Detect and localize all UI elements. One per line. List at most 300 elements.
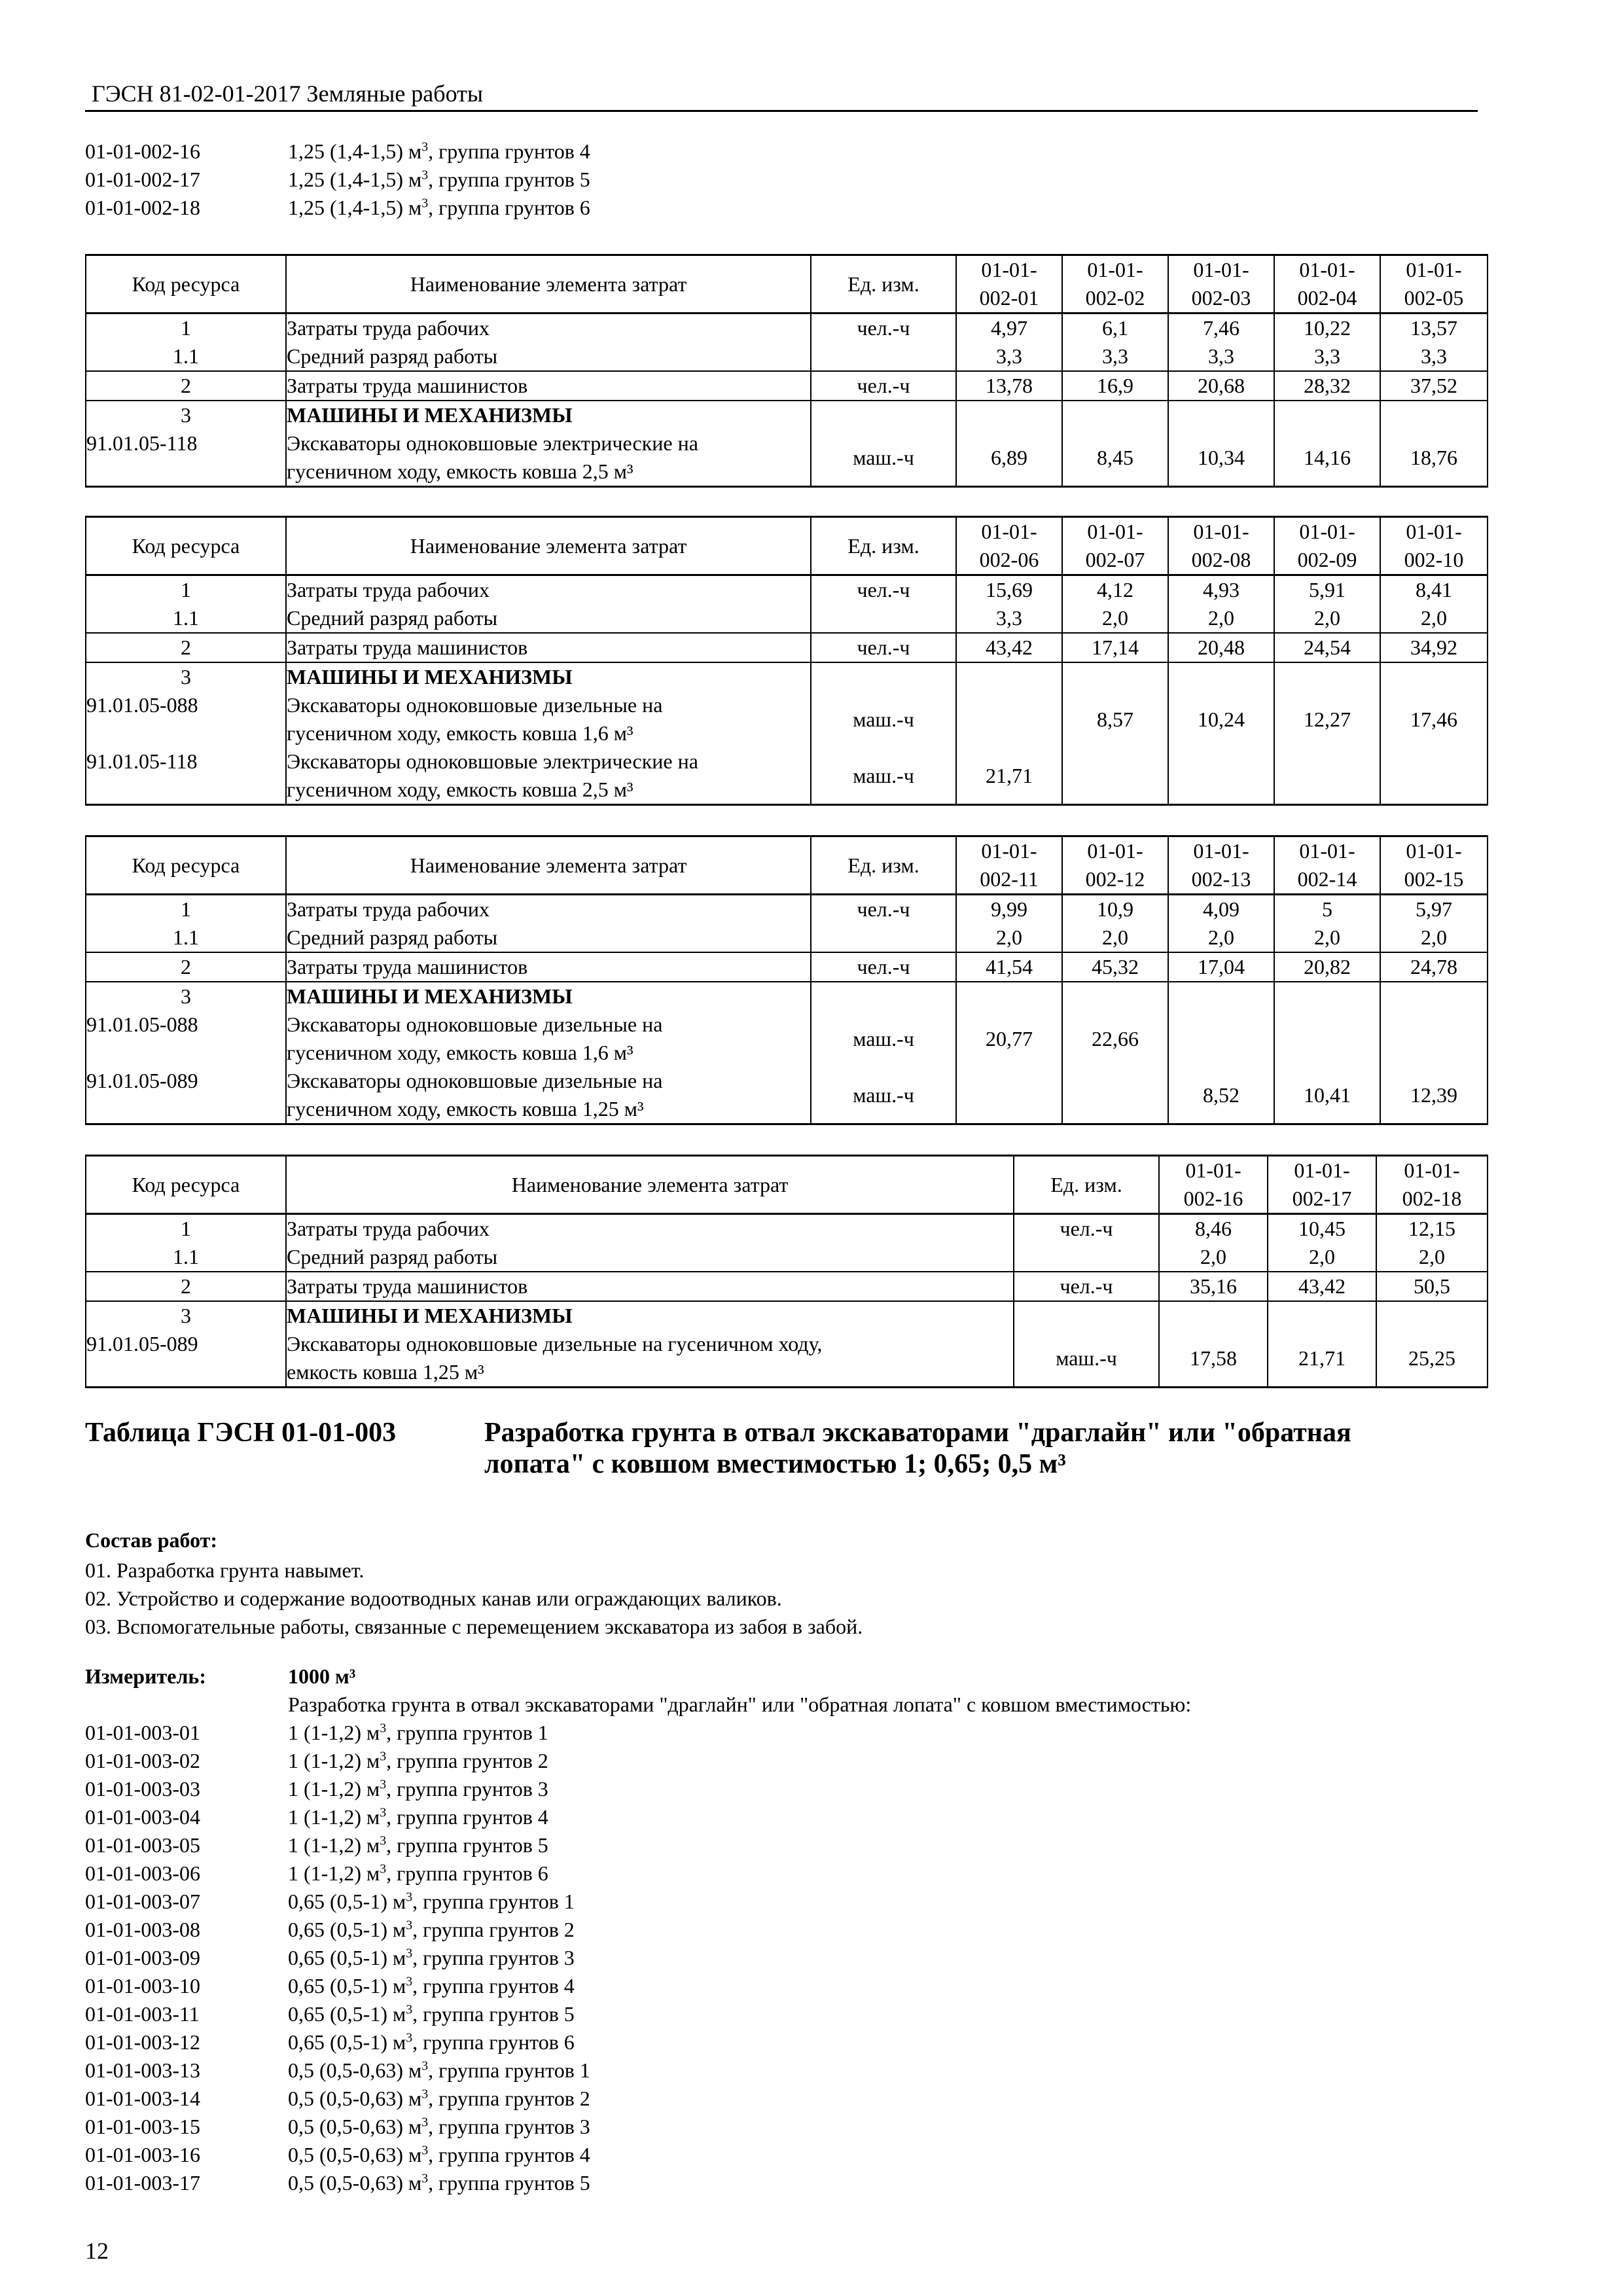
cost-element-name-line: Экскаваторы одноковшовые дизельные на xyxy=(287,1013,663,1036)
rate-value xyxy=(1062,662,1168,691)
table-row xyxy=(86,429,1488,487)
cost-element-name xyxy=(286,1330,1014,1388)
table-row xyxy=(86,575,1488,605)
rate-code-line-2: 002-03 xyxy=(1191,286,1251,310)
rate-value: 3,3 xyxy=(1168,342,1274,371)
cost-element-name xyxy=(286,371,811,401)
rate-value: 2,0 xyxy=(1062,604,1168,633)
item-unit-exponent: 3 xyxy=(421,2143,429,2158)
rate-value xyxy=(1380,1011,1488,1067)
resource-code: 1 xyxy=(86,895,286,924)
item-text: 1,25 (1,4-1,5) м xyxy=(288,196,422,219)
cost-element-name-line: Затраты труда машинистов xyxy=(287,1274,528,1298)
table-name xyxy=(484,1417,1492,1480)
column-header-code: Код ресурса xyxy=(86,255,286,314)
cost-element-name-line: Экскаваторы одноковшовые дизельные на xyxy=(287,1069,663,1092)
cost-element-name xyxy=(286,691,811,747)
item-unit-exponent: 3 xyxy=(380,1861,387,1876)
rate-value: 5,91 xyxy=(1274,575,1380,605)
rate-value: 12,27 xyxy=(1274,691,1380,747)
works-list xyxy=(85,1556,863,1641)
column-header-name: Наименование элемента затрат xyxy=(286,517,811,575)
table-header-row xyxy=(86,517,1488,575)
item-code: 01-01-003-02 xyxy=(85,1749,200,1772)
cost-element-name-line: Экскаваторы одноковшовые электрические на xyxy=(287,431,698,455)
cost-element-name xyxy=(286,1243,1014,1272)
page-header xyxy=(85,73,1478,112)
rate-value: 5,97 xyxy=(1380,895,1488,924)
rate-value: 20,48 xyxy=(1168,633,1274,662)
rate-code-line-1: 01-01- xyxy=(1193,839,1249,863)
unit-of-measure xyxy=(811,662,956,691)
item-code: 01-01-003-08 xyxy=(85,1918,200,1941)
column-header-code: Код ресурса xyxy=(86,836,286,895)
item-text-suffix: , группа грунтов 4 xyxy=(412,1974,575,1998)
unit-of-measure: чел.-ч xyxy=(811,633,956,662)
cost-element-name xyxy=(286,924,811,952)
item-text-suffix: , группа грунтов 6 xyxy=(412,2030,575,2054)
item-unit-exponent: 3 xyxy=(406,1946,413,1961)
item-text-suffix: , группа грунтов 6 xyxy=(386,1861,548,1885)
unit-of-measure: маш.-ч xyxy=(811,429,956,487)
rate-value: 35,16 xyxy=(1159,1272,1268,1301)
list-item xyxy=(85,2113,590,2141)
item-text: 0,65 (0,5-1) м xyxy=(288,1974,406,1998)
resource-table-1 xyxy=(85,254,1488,488)
item-text-suffix: , группа грунтов 4 xyxy=(386,1805,548,1829)
rate-value: 2,0 xyxy=(1274,924,1380,952)
rate-value: 13,78 xyxy=(956,371,1062,401)
item-unit-exponent: 3 xyxy=(421,2115,429,2130)
item-unit-exponent: 3 xyxy=(380,1833,387,1848)
rate-value: 16,9 xyxy=(1062,371,1168,401)
rate-code-line-1: 01-01- xyxy=(1193,258,1249,281)
column-header-rate xyxy=(1274,836,1380,895)
item-text: 0,5 (0,5-0,63) м xyxy=(288,2087,422,2110)
item-code: 01-01-003-05 xyxy=(85,1833,200,1857)
cost-element-name-line: гусеничном ходу, емкость ковша 1,6 м³ xyxy=(287,721,633,745)
rate-code-line-1: 01-01- xyxy=(1406,839,1462,863)
table-row xyxy=(86,952,1488,982)
rate-code-line-1: 01-01- xyxy=(1299,520,1355,543)
item-text: 1 (1-1,2) м xyxy=(288,1861,380,1885)
rate-value: 37,52 xyxy=(1380,371,1488,401)
rate-value: 17,04 xyxy=(1168,952,1274,982)
rate-value: 12,39 xyxy=(1380,1067,1488,1124)
table-row xyxy=(86,982,1488,1011)
cost-element-name-line: Экскаваторы одноковшовые электрические на xyxy=(287,749,698,773)
item-text: 0,5 (0,5-0,63) м xyxy=(288,2143,422,2166)
item-code: 01-01-003-12 xyxy=(85,2030,200,2054)
cost-element-name-line: Средний разряд работы xyxy=(287,606,498,630)
item-unit-exponent: 3 xyxy=(406,1918,413,1933)
rate-code-line-1: 01-01- xyxy=(1294,1158,1350,1182)
column-header-code: Код ресурса xyxy=(86,1156,286,1214)
rate-value: 20,68 xyxy=(1168,371,1274,401)
table-row xyxy=(86,342,1488,371)
resource-code: 91.01.05-089 xyxy=(86,1330,286,1388)
cost-element-name-line: Затраты труда машинистов xyxy=(287,955,528,978)
resource-code: 1.1 xyxy=(86,342,286,371)
list-item xyxy=(85,1916,590,1944)
item-code: 01-01-002-17 xyxy=(85,168,200,191)
resource-code: 3 xyxy=(86,401,286,429)
table-header-row xyxy=(86,836,1488,895)
item-unit-exponent: 3 xyxy=(406,2030,413,2045)
column-header-rate xyxy=(1268,1156,1376,1214)
rate-value xyxy=(956,691,1062,747)
table-row xyxy=(86,747,1488,805)
cost-element-name-line: Затраты труда рабочих xyxy=(287,1217,490,1240)
item-code: 01-01-003-13 xyxy=(85,2058,200,2082)
rate-value: 20,82 xyxy=(1274,952,1380,982)
rate-value xyxy=(956,982,1062,1011)
item-list xyxy=(85,1719,590,2197)
rate-code-line-1: 01-01- xyxy=(981,258,1037,281)
item-text-suffix: , группа грунтов 5 xyxy=(428,2171,590,2195)
rate-value: 10,22 xyxy=(1274,314,1380,343)
item-code: 01-01-003-04 xyxy=(85,1805,200,1829)
column-header-rate xyxy=(1168,255,1274,314)
table-name-line-2: лопата" с ковшом вместимостью 1; 0,65; 0,5 м³ xyxy=(484,1449,1066,1479)
cost-element-name-line: гусеничном ходу, емкость ковша 1,25 м³ xyxy=(287,1097,644,1121)
rate-value xyxy=(1380,982,1488,1011)
cost-element-name-line: Средний разряд работы xyxy=(287,925,498,949)
item-text-suffix: , группа грунтов 2 xyxy=(386,1749,548,1772)
rate-code-line-2: 002-14 xyxy=(1297,867,1357,891)
rate-value: 2,0 xyxy=(1380,604,1488,633)
item-code: 01-01-003-10 xyxy=(85,1974,200,1998)
rate-code-line-1: 01-01- xyxy=(1406,258,1462,281)
rate-value: 10,34 xyxy=(1168,429,1274,487)
rate-code-line-2: 002-02 xyxy=(1085,286,1145,310)
rate-value: 3,3 xyxy=(956,342,1062,371)
rate-value: 17,46 xyxy=(1380,691,1488,747)
list-item xyxy=(85,2028,590,2056)
rate-value xyxy=(1168,982,1274,1011)
works-label: Состав работ: xyxy=(85,1528,218,1552)
rate-code-line-2: 002-16 xyxy=(1183,1187,1243,1210)
resource-code: 1.1 xyxy=(86,1243,286,1272)
table-header-row xyxy=(86,1156,1488,1214)
rate-code-line-2: 002-11 xyxy=(980,867,1039,891)
unit-of-measure xyxy=(811,982,956,1011)
column-header-unit: Ед. изм. xyxy=(811,517,956,575)
item-text: 0,5 (0,5-0,63) м xyxy=(288,2058,422,2082)
column-header-name: Наименование элемента затрат xyxy=(286,1156,1014,1214)
rate-value: 43,42 xyxy=(956,633,1062,662)
column-header-rate xyxy=(1062,517,1168,575)
rate-code-line-2: 002-15 xyxy=(1404,867,1464,891)
unit-of-measure: маш.-ч xyxy=(811,1067,956,1124)
rate-code-line-2: 002-07 xyxy=(1085,548,1145,571)
item-unit-exponent: 3 xyxy=(406,1974,413,1989)
rate-value xyxy=(1062,1067,1168,1124)
rate-value xyxy=(1274,1011,1380,1067)
rate-value: 7,46 xyxy=(1168,314,1274,343)
item-unit-exponent: 3 xyxy=(380,1777,387,1792)
item-unit-exponent: 3 xyxy=(421,168,429,183)
cost-element-name-line: МАШИНЫ И МЕХАНИЗМЫ xyxy=(287,665,573,689)
rate-value xyxy=(1062,747,1168,805)
item-code: 01-01-003-01 xyxy=(85,1721,200,1744)
column-header-unit: Ед. изм. xyxy=(1014,1156,1159,1214)
rate-value: 2,0 xyxy=(1376,1243,1488,1272)
list-item xyxy=(85,2056,590,2085)
rate-value xyxy=(1062,401,1168,429)
rate-value: 2,0 xyxy=(1268,1243,1376,1272)
cost-element-name xyxy=(286,429,811,487)
item-unit-exponent: 3 xyxy=(421,2171,429,2186)
item-code: 01-01-003-06 xyxy=(85,1861,200,1885)
unit-of-measure xyxy=(811,604,956,633)
column-header-unit: Ед. изм. xyxy=(811,836,956,895)
resource-code: 2 xyxy=(86,371,286,401)
resource-code: 1 xyxy=(86,314,286,343)
rate-value xyxy=(1380,747,1488,805)
resource-code: 91.01.05-088 xyxy=(86,691,286,747)
item-text-suffix: , группа грунтов 4 xyxy=(428,139,590,163)
resource-code: 3 xyxy=(86,982,286,1011)
cost-element-name xyxy=(286,1301,1014,1330)
resource-code: 91.01.05-089 xyxy=(86,1067,286,1124)
unit-of-measure: маш.-ч xyxy=(811,747,956,805)
rate-value xyxy=(956,1067,1062,1124)
table-row xyxy=(86,1330,1488,1388)
item-text: 0,5 (0,5-0,63) м xyxy=(288,2115,422,2138)
table-row xyxy=(86,924,1488,952)
cost-element-name-line: Средний разряд работы xyxy=(287,1245,498,1268)
list-item xyxy=(85,1719,590,1747)
rate-value: 4,12 xyxy=(1062,575,1168,605)
table-row xyxy=(86,895,1488,924)
cost-element-name-line: МАШИНЫ И МЕХАНИЗМЫ xyxy=(287,1304,573,1327)
cost-element-name-line: гусеничном ходу, емкость ковша 1,6 м³ xyxy=(287,1041,633,1064)
item-text: 0,65 (0,5-1) м xyxy=(288,1890,406,1913)
list-item xyxy=(85,137,590,166)
rate-value: 4,09 xyxy=(1168,895,1274,924)
cost-element-name xyxy=(286,575,811,605)
item-text-suffix: , группа грунтов 6 xyxy=(428,196,590,219)
measure-description: Разработка грунта в отвал экскаваторами "драглайн" или "обратная лопата" с ковшом вместимостью: xyxy=(288,1693,1192,1716)
list-item xyxy=(85,1859,590,1888)
cost-element-name-line: емкость ковша 1,25 м³ xyxy=(287,1360,484,1384)
list-item xyxy=(85,1944,590,1972)
table-row xyxy=(86,662,1488,691)
rate-code-line-1: 01-01- xyxy=(1404,1158,1460,1182)
item-code: 01-01-003-15 xyxy=(85,2115,200,2138)
item-text-suffix: , группа грунтов 1 xyxy=(386,1721,548,1744)
rate-value: 8,41 xyxy=(1380,575,1488,605)
resource-code: 1.1 xyxy=(86,924,286,952)
column-header-rate xyxy=(1380,517,1488,575)
table-row xyxy=(86,1011,1488,1067)
cost-element-name-line: Средний разряд работы xyxy=(287,344,498,368)
rate-value: 9,99 xyxy=(956,895,1062,924)
cost-element-name-line: МАШИНЫ И МЕХАНИЗМЫ xyxy=(287,984,573,1008)
rate-value: 2,0 xyxy=(956,924,1062,952)
rate-code-line-2: 002-17 xyxy=(1292,1187,1352,1210)
column-header-name: Наименование элемента затрат xyxy=(286,836,811,895)
rate-code-line-2: 002-12 xyxy=(1085,867,1145,891)
item-text: 1 (1-1,2) м xyxy=(288,1721,380,1744)
column-header-rate xyxy=(1380,255,1488,314)
rate-value xyxy=(1168,401,1274,429)
table-header-row xyxy=(86,255,1488,314)
rate-value: 8,46 xyxy=(1159,1214,1268,1244)
unit-of-measure: чел.-ч xyxy=(1014,1272,1159,1301)
unit-of-measure: маш.-ч xyxy=(1014,1330,1159,1388)
rate-value: 10,9 xyxy=(1062,895,1168,924)
cost-element-name xyxy=(286,747,811,805)
rate-value: 43,42 xyxy=(1268,1272,1376,1301)
table-row xyxy=(86,401,1488,429)
rate-value: 25,25 xyxy=(1376,1330,1488,1388)
resource-code: 2 xyxy=(86,1272,286,1301)
rate-value: 8,45 xyxy=(1062,429,1168,487)
list-item xyxy=(85,1888,590,1916)
unit-of-measure: чел.-ч xyxy=(811,895,956,924)
measure-value: 1000 м³ xyxy=(288,1664,356,1688)
column-header-rate xyxy=(1274,255,1380,314)
cost-element-name-line: Затраты труда рабочих xyxy=(287,316,490,340)
item-code: 01-01-003-09 xyxy=(85,1946,200,1969)
item-unit-exponent: 3 xyxy=(406,2002,413,2017)
rate-code-line-2: 002-01 xyxy=(979,286,1039,310)
rate-value xyxy=(1380,662,1488,691)
cost-element-name xyxy=(286,1011,811,1067)
resource-code: 91.01.05-088 xyxy=(86,1011,286,1067)
item-text: 1,25 (1,4-1,5) м xyxy=(288,168,422,191)
cost-element-name xyxy=(286,895,811,924)
rate-value: 10,41 xyxy=(1274,1067,1380,1124)
rate-value xyxy=(1159,1301,1268,1330)
item-text-suffix: , группа грунтов 2 xyxy=(412,1918,575,1941)
column-header-rate xyxy=(1168,836,1274,895)
item-unit-exponent: 3 xyxy=(380,1805,387,1820)
column-header-rate xyxy=(1062,836,1168,895)
column-header-rate xyxy=(956,517,1062,575)
item-unit-exponent: 3 xyxy=(421,2087,429,2102)
rate-value xyxy=(1168,747,1274,805)
resource-code: 91.01.05-118 xyxy=(86,747,286,805)
resource-code: 3 xyxy=(86,1301,286,1330)
rate-value: 15,69 xyxy=(956,575,1062,605)
item-text: 0,65 (0,5-1) м xyxy=(288,2002,406,2026)
rate-value: 24,54 xyxy=(1274,633,1380,662)
column-header-rate xyxy=(1380,836,1488,895)
rate-value: 3,3 xyxy=(1062,342,1168,371)
cost-element-name xyxy=(286,982,811,1011)
list-item xyxy=(85,1831,590,1859)
cost-element-name xyxy=(286,401,811,429)
cost-element-name-line: МАШИНЫ И МЕХАНИЗМЫ xyxy=(287,403,573,427)
resource-code: 1 xyxy=(86,575,286,605)
item-code: 01-01-003-11 xyxy=(85,2002,200,2026)
item-text: 1 (1-1,2) м xyxy=(288,1833,380,1857)
works-item: 03. Вспомогательные работы, связанные с перемещением экскаватора из забоя в забой. xyxy=(85,1615,863,1638)
rate-value: 2,0 xyxy=(1062,924,1168,952)
resource-code: 1 xyxy=(86,1214,286,1244)
cost-element-name-line: Экскаваторы одноковшовые дизельные на xyxy=(287,693,663,717)
resource-code: 3 xyxy=(86,662,286,691)
item-text: 1 (1-1,2) м xyxy=(288,1749,380,1772)
resource-table-3 xyxy=(85,835,1488,1125)
column-header-rate xyxy=(956,255,1062,314)
rate-value xyxy=(1062,982,1168,1011)
column-header-rate xyxy=(1062,255,1168,314)
rate-value xyxy=(1168,662,1274,691)
rate-value: 45,32 xyxy=(1062,952,1168,982)
item-unit-exponent: 3 xyxy=(380,1721,387,1736)
item-unit-exponent: 3 xyxy=(380,1749,387,1764)
table-row xyxy=(86,604,1488,633)
rate-value: 2,0 xyxy=(1274,604,1380,633)
table-name-line-1: Разработка грунта в отвал экскаваторами "драглайн" или "обратная xyxy=(484,1418,1351,1448)
rate-value: 3,3 xyxy=(956,604,1062,633)
unit-of-measure xyxy=(811,924,956,952)
unit-of-measure: чел.-ч xyxy=(1014,1214,1159,1244)
column-header-name: Наименование элемента затрат xyxy=(286,255,811,314)
table-row xyxy=(86,1272,1488,1301)
rate-value xyxy=(1380,401,1488,429)
item-code: 01-01-003-17 xyxy=(85,2171,200,2195)
item-code: 01-01-003-14 xyxy=(85,2087,200,2110)
page-number: 12 xyxy=(85,2238,109,2264)
cost-element-name-line: Затраты труда машинистов xyxy=(287,374,528,397)
column-header-rate xyxy=(956,836,1062,895)
list-item xyxy=(85,2000,590,2028)
rate-code-line-2: 002-13 xyxy=(1191,867,1251,891)
item-text-suffix: , группа грунтов 1 xyxy=(428,2058,590,2082)
cost-element-name xyxy=(286,1067,811,1124)
rate-value: 8,57 xyxy=(1062,691,1168,747)
item-text-suffix: , группа грунтов 3 xyxy=(412,1946,575,1969)
cost-element-name xyxy=(286,1214,1014,1244)
resource-table-4 xyxy=(85,1155,1488,1388)
cost-element-name xyxy=(286,604,811,633)
rate-value: 18,76 xyxy=(1380,429,1488,487)
cost-element-name xyxy=(286,662,811,691)
works-item: 01. Разработка грунта навымет. xyxy=(85,1558,365,1582)
rate-value: 5 xyxy=(1274,895,1380,924)
table-row xyxy=(86,1301,1488,1330)
item-code: 01-01-002-18 xyxy=(85,196,200,219)
rate-value: 24,78 xyxy=(1380,952,1488,982)
item-text: 0,5 (0,5-0,63) м xyxy=(288,2171,422,2195)
item-text-suffix: , группа грунтов 1 xyxy=(412,1890,575,1913)
rate-value: 3,3 xyxy=(1380,342,1488,371)
column-header-rate xyxy=(1159,1156,1268,1214)
rate-value xyxy=(1274,401,1380,429)
rate-code-line-1: 01-01- xyxy=(1299,839,1355,863)
cost-element-name xyxy=(286,1272,1014,1301)
resource-code: 91.01.05-118 xyxy=(86,429,286,487)
rate-value: 28,32 xyxy=(1274,371,1380,401)
table-row xyxy=(86,371,1488,401)
rate-value: 2,0 xyxy=(1380,924,1488,952)
item-text-suffix: , группа грунтов 4 xyxy=(428,2143,590,2166)
column-header-code: Код ресурса xyxy=(86,517,286,575)
rate-code-line-2: 002-08 xyxy=(1191,548,1251,571)
rate-code-line-1: 01-01- xyxy=(1406,520,1462,543)
item-text-suffix: , группа грунтов 3 xyxy=(386,1777,548,1801)
unit-of-measure: чел.-ч xyxy=(811,575,956,605)
rate-value: 6,1 xyxy=(1062,314,1168,343)
unit-of-measure: маш.-ч xyxy=(811,691,956,747)
unit-of-measure: чел.-ч xyxy=(811,314,956,343)
rate-code-line-1: 01-01- xyxy=(981,839,1037,863)
